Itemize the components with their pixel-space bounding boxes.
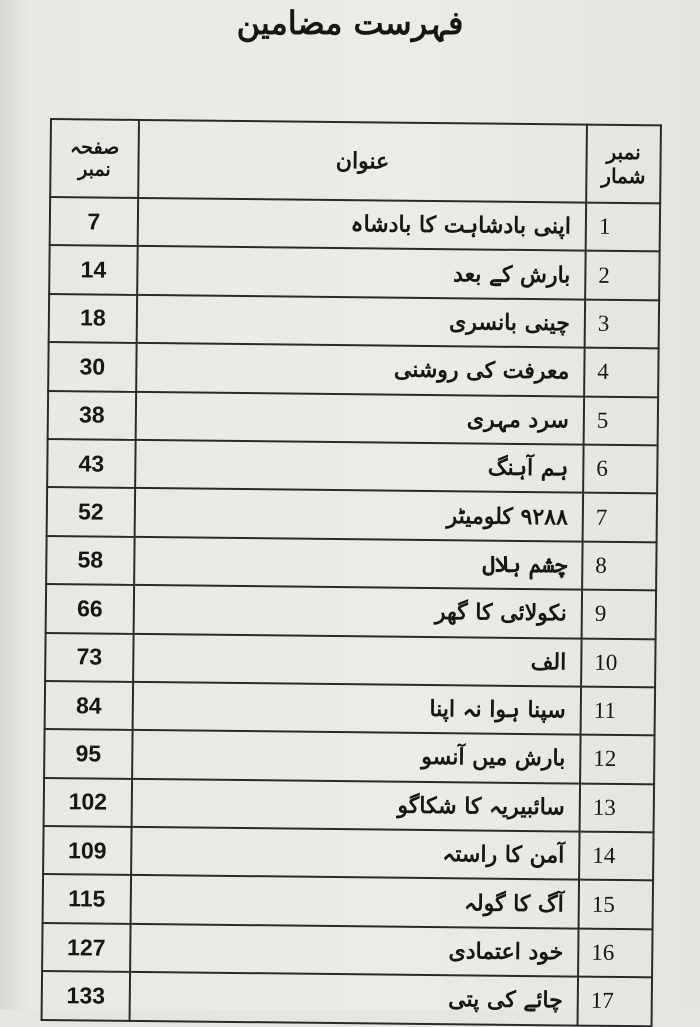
contents-table: [41, 118, 662, 1027]
page-number-cell: 66: [46, 584, 135, 633]
title-cell: نکولائی کا گھر: [134, 585, 582, 638]
title-cell: ہم آہنگ: [135, 440, 583, 493]
table-row: [49, 245, 659, 300]
serial-number-cell: 8: [582, 541, 657, 590]
title-cell: چینی بانسری: [137, 295, 585, 348]
serial-number-cell: 7: [583, 493, 658, 542]
table-row: [45, 681, 655, 736]
title-cell: آگ کا گولہ: [131, 875, 579, 928]
page-number-cell: 133: [42, 971, 131, 1020]
serial-number-cell: 16: [578, 928, 653, 977]
page-number-cell: 38: [48, 391, 137, 440]
table-row: [45, 632, 655, 687]
title-cell: بارش میں آنسو: [132, 730, 580, 783]
title-cell: چشم ہلال: [134, 537, 582, 590]
page-number-cell: 84: [45, 681, 134, 730]
serial-number-cell: 1: [586, 203, 661, 252]
title-cell: سائبیریہ کا شکاگو: [132, 779, 580, 832]
serial-number-cell: 2: [585, 251, 660, 300]
page-number-cell: 109: [43, 826, 132, 875]
page-number-cell: 30: [48, 342, 137, 391]
table-row: [46, 536, 656, 591]
table-row: [47, 439, 657, 494]
page-number-cell: 95: [44, 729, 133, 778]
title-cell: ۹۲۸۸ کلومیٹر: [135, 488, 583, 541]
header-serial-number: نمبر شمار: [586, 125, 661, 204]
page-number-cell: 43: [47, 439, 136, 488]
serial-number-cell: 9: [582, 590, 657, 639]
table-row: [47, 487, 657, 542]
page-number-cell: 18: [49, 294, 138, 343]
header-page-number: صفحہ نمبر: [50, 119, 139, 198]
page-number-cell: 14: [49, 245, 138, 294]
title-cell: الف: [133, 633, 581, 686]
title-cell: معرفت کی روشنی: [136, 343, 584, 396]
table-body: [42, 197, 661, 1026]
table-row: [43, 874, 653, 929]
table-row: [49, 294, 659, 349]
title-cell: خود اعتمادی: [130, 924, 578, 977]
page-number-cell: 73: [45, 632, 134, 681]
serial-number-cell: 4: [584, 348, 659, 397]
title-cell: سپنا ہوا نہ اپنا: [133, 682, 581, 735]
table-row: [48, 391, 658, 446]
header-title: عنوان: [138, 120, 587, 203]
title-cell: چائے کی پتی: [130, 972, 578, 1025]
table-row: [42, 971, 652, 1026]
serial-number-cell: 10: [581, 638, 656, 687]
table-row: [50, 197, 660, 252]
serial-number-cell: 5: [584, 396, 659, 445]
table-row: [48, 342, 658, 397]
page-number-cell: 102: [44, 778, 133, 827]
title-cell: بارش کے بعد: [137, 246, 585, 299]
serial-number-cell: 13: [580, 783, 655, 832]
serial-number-cell: 14: [579, 832, 654, 881]
table-row: [43, 826, 653, 881]
serial-number-cell: 17: [578, 977, 653, 1026]
serial-number-cell: 11: [581, 686, 656, 735]
table-row: [46, 584, 656, 639]
title-cell: اپنی بادشاہت کا بادشاہ: [138, 198, 586, 251]
title-cell: سرد مہری: [136, 391, 584, 444]
serial-number-cell: 6: [583, 445, 658, 494]
page-number-cell: 7: [50, 197, 139, 246]
table-row: [44, 729, 654, 784]
serial-number-cell: 15: [579, 880, 654, 929]
page-number-cell: 58: [46, 536, 135, 585]
serial-number-cell: 3: [585, 299, 660, 348]
table-header-row: [50, 119, 661, 203]
serial-number-cell: 12: [580, 735, 655, 784]
page-number-cell: 115: [43, 874, 132, 923]
page-number-cell: 127: [42, 923, 131, 972]
page-title: فہرست مضامین: [236, 4, 464, 42]
table-row: [42, 923, 652, 978]
page-number-cell: 52: [47, 487, 136, 536]
table-row: [44, 778, 654, 833]
title-cell: آمن کا راستہ: [131, 827, 579, 880]
contents-table-wrapper: [41, 118, 662, 1016]
